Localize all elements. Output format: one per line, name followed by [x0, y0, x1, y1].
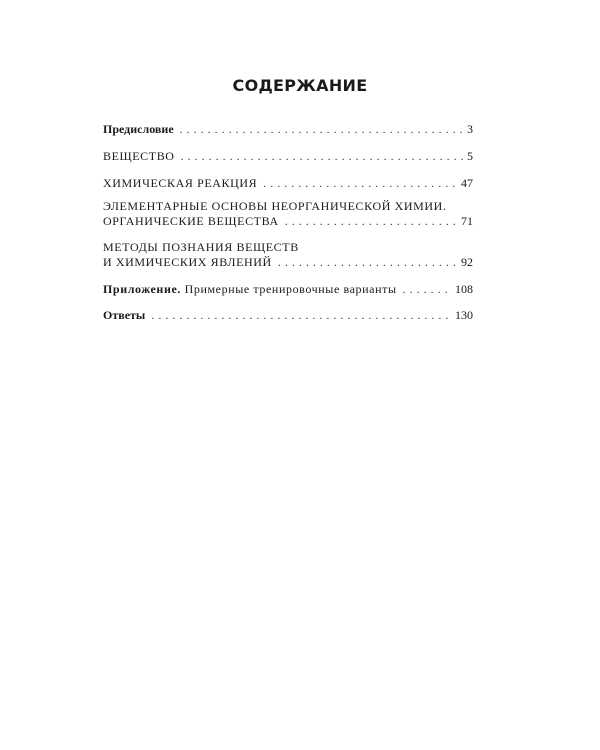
page-title: СОДЕРЖАНИЕ [232, 76, 368, 95]
dot-leader [181, 149, 463, 164]
toc-entry-label-line1: ЭЛЕМЕНТАРНЫЕ ОСНОВЫ НЕОРГАНИЧЕСКОЙ ХИМИИ. [103, 199, 447, 213]
toc-entry-label-line2: ОРГАНИЧЕСКИЕ ВЕЩЕСТВА [103, 214, 279, 228]
toc-entry-label: Ответы [103, 308, 146, 322]
toc-entry-label: Приложение. [103, 282, 181, 296]
dot-leader [180, 122, 463, 137]
toc-page-number: 3 [467, 122, 473, 136]
toc-page-number: 130 [455, 308, 473, 322]
toc-entry-chemical-reaction [103, 176, 473, 191]
toc-entry-appendix [103, 282, 473, 297]
toc-entry-label-line1: МЕТОДЫ ПОЗНАНИЯ ВЕЩЕСТВ [103, 240, 299, 254]
dot-leader [151, 308, 451, 323]
toc-entry-answers [103, 308, 473, 323]
toc-page-number: 108 [455, 282, 473, 296]
toc-entry-substance [103, 149, 473, 164]
toc-entry-methods [103, 240, 473, 270]
toc-entry-inorganic-organic [103, 199, 473, 229]
toc-entry-note: Примерные тренировочные варианты [184, 282, 397, 296]
dot-leader [403, 282, 451, 297]
toc-entry-label-line2: И ХИМИЧЕСКИХ ЯВЛЕНИЙ [103, 255, 272, 269]
toc-entry-preface [103, 122, 473, 137]
dot-leader [285, 214, 457, 229]
toc-page-number: 47 [461, 176, 473, 190]
toc-page-number: 92 [461, 255, 473, 269]
dot-leader [263, 176, 457, 191]
toc-entry-label: ХИМИЧЕСКАЯ РЕАКЦИЯ [103, 176, 258, 190]
toc-page-number: 71 [461, 214, 473, 228]
toc-entry-label: Предисловие [103, 122, 174, 136]
toc-page-number: 5 [467, 149, 473, 163]
toc-entry-label-group [103, 282, 397, 297]
toc-entry-label: ВЕЩЕСТВО [103, 149, 175, 163]
dot-leader [278, 255, 457, 270]
